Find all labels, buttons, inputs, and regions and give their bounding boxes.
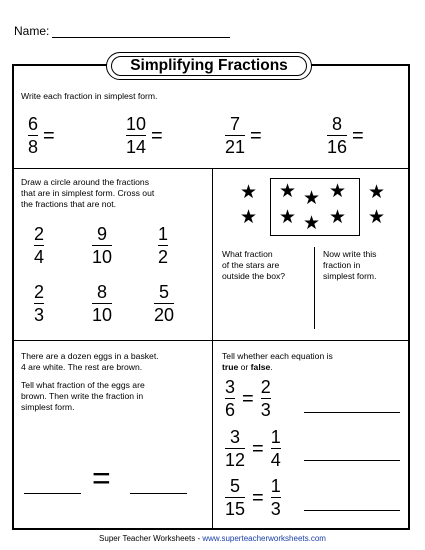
s1-item-4 (327, 115, 364, 157)
fraction (126, 115, 146, 157)
footer-link[interactable]: www.superteacherworksheets.com (202, 534, 326, 543)
numerator: 6 (28, 114, 39, 134)
star-icon: ★ (368, 182, 386, 203)
question-line: What fraction (222, 249, 273, 259)
equals-sign: = (252, 486, 264, 509)
numerator: 5 (230, 476, 241, 496)
star-icon: ★ (279, 181, 297, 202)
fraction (225, 428, 245, 470)
eggs-paragraph-2 (21, 380, 145, 413)
fraction (225, 115, 245, 157)
fraction-bar (28, 135, 38, 136)
numerator: 3 (230, 427, 241, 447)
section1-instruction: Write each fraction in simplest form. (21, 91, 158, 101)
paragraph-line: 4 are white. The rest are brown. (21, 362, 143, 372)
s1-item-1 (28, 115, 55, 157)
fraction-bar (158, 245, 168, 246)
s1-item-2 (126, 115, 163, 157)
equals-sign: = (43, 124, 55, 147)
instruction-line: Tell whether each equation is (222, 351, 333, 361)
fraction-bar (225, 135, 245, 136)
divider-row1 (12, 168, 410, 169)
eggs-paragraph-1 (21, 351, 159, 373)
numerator: 8 (332, 114, 343, 134)
question-line: Now write this (323, 249, 377, 259)
numerator: 5 (159, 282, 170, 302)
numerator: 8 (97, 282, 108, 302)
fraction (28, 115, 38, 157)
fraction-bar (92, 245, 112, 246)
star-icon: ★ (303, 213, 321, 234)
eggs-answer-blank-2[interactable] (130, 493, 187, 494)
true-word: true (222, 362, 239, 372)
s2-fraction-3[interactable] (158, 225, 168, 267)
fraction-bar (261, 398, 271, 399)
eggs-answer-blank-1[interactable] (24, 493, 81, 494)
page-title: Simplifying Fractions (130, 57, 288, 74)
denominator: 3 (260, 400, 271, 420)
fraction-bar (225, 448, 245, 449)
title-banner (106, 52, 312, 80)
numerator: 1 (158, 224, 169, 244)
fraction (225, 378, 235, 420)
denominator: 10 (92, 305, 113, 325)
equals-sign: = (242, 387, 254, 410)
paragraph-line: brown. Then write the fraction in (21, 391, 144, 401)
footer-prefix: Super Teacher Worksheets - (99, 534, 203, 543)
paragraph-line: simplest form. (21, 402, 75, 412)
s2-fraction-6[interactable] (154, 283, 174, 325)
fraction (261, 378, 271, 420)
stars-question-right (323, 249, 376, 282)
or-word: or (238, 362, 251, 372)
question-line: fraction in (323, 260, 361, 270)
denominator: 8 (28, 137, 39, 157)
star-icon: ★ (329, 181, 347, 202)
fraction (327, 115, 347, 157)
equation-row-3 (225, 477, 281, 519)
fraction-bar (126, 135, 146, 136)
fraction (225, 477, 245, 519)
equals-sign: = (352, 124, 364, 147)
equals-sign: = (250, 124, 262, 147)
s2-fraction-1[interactable] (34, 225, 44, 267)
instruction-line (222, 362, 333, 373)
equals-sign: = (252, 437, 264, 460)
truefalse-instruction (222, 351, 333, 373)
answer-divider (314, 247, 315, 329)
numerator: 7 (230, 114, 241, 134)
question-line: of the stars are (222, 260, 280, 270)
denominator: 14 (126, 137, 147, 157)
denominator: 16 (327, 137, 348, 157)
numerator: 1 (270, 427, 281, 447)
denominator: 3 (270, 499, 281, 519)
equals-sign: = (92, 460, 111, 496)
star-icon: ★ (368, 207, 386, 228)
numerator: 2 (34, 282, 45, 302)
fraction-bar (34, 245, 44, 246)
equation-answer-blank-1[interactable] (304, 412, 400, 413)
fraction-bar (225, 398, 235, 399)
numerator: 9 (97, 224, 108, 244)
fraction-bar (271, 497, 281, 498)
star-icon: ★ (303, 188, 321, 209)
instruction-line: that are in simplest form. Cross out (21, 188, 155, 198)
fraction-bar (225, 497, 245, 498)
false-word: false (250, 362, 271, 372)
equation-answer-blank-2[interactable] (304, 460, 400, 461)
paragraph-line: Tell what fraction of the eggs are (21, 380, 145, 390)
fraction (271, 428, 281, 470)
numerator: 2 (260, 377, 271, 397)
divider-column (212, 168, 213, 530)
divider-row2 (12, 340, 410, 341)
fraction-bar (34, 303, 44, 304)
fraction (271, 477, 281, 519)
section2-instruction (21, 177, 154, 210)
equals-sign: = (151, 124, 163, 147)
instruction-line: Draw a circle around the fractions (21, 177, 150, 187)
numerator: 2 (34, 224, 45, 244)
name-field-line[interactable] (52, 37, 230, 38)
denominator: 2 (158, 247, 169, 267)
fraction-bar (92, 303, 112, 304)
equation-answer-blank-3[interactable] (304, 510, 400, 511)
fraction-bar (154, 303, 174, 304)
s1-item-3 (225, 115, 262, 157)
stars-question-left (222, 249, 285, 282)
denominator: 4 (34, 247, 45, 267)
denominator: 20 (154, 305, 175, 325)
name-label: Name: (14, 24, 50, 38)
instruction-line: the fractions that are not. (21, 199, 117, 209)
denominator: 3 (34, 305, 45, 325)
equation-row-2 (225, 428, 281, 470)
question-line: simplest form. (323, 271, 377, 281)
numerator: 3 (225, 377, 236, 397)
s2-fraction-5[interactable] (92, 283, 112, 325)
denominator: 15 (225, 499, 246, 519)
numerator: 10 (126, 114, 147, 134)
numerator: 1 (270, 476, 281, 496)
denominator: 12 (225, 450, 246, 470)
s2-fraction-2[interactable] (92, 225, 112, 267)
star-icon: ★ (329, 207, 347, 228)
period: . (270, 362, 273, 372)
fraction-bar (271, 448, 281, 449)
star-icon: ★ (240, 207, 258, 228)
denominator: 10 (92, 247, 113, 267)
question-line: outside the box? (222, 271, 286, 281)
denominator: 21 (225, 137, 246, 157)
equation-row-1 (225, 378, 271, 420)
star-icon: ★ (279, 207, 297, 228)
paragraph-line: There are a dozen eggs in a basket. (21, 351, 159, 361)
s2-fraction-4[interactable] (34, 283, 44, 325)
star-icon: ★ (240, 182, 258, 203)
footer (0, 534, 425, 543)
fraction-bar (327, 135, 347, 136)
denominator: 4 (270, 450, 281, 470)
denominator: 6 (225, 400, 236, 420)
